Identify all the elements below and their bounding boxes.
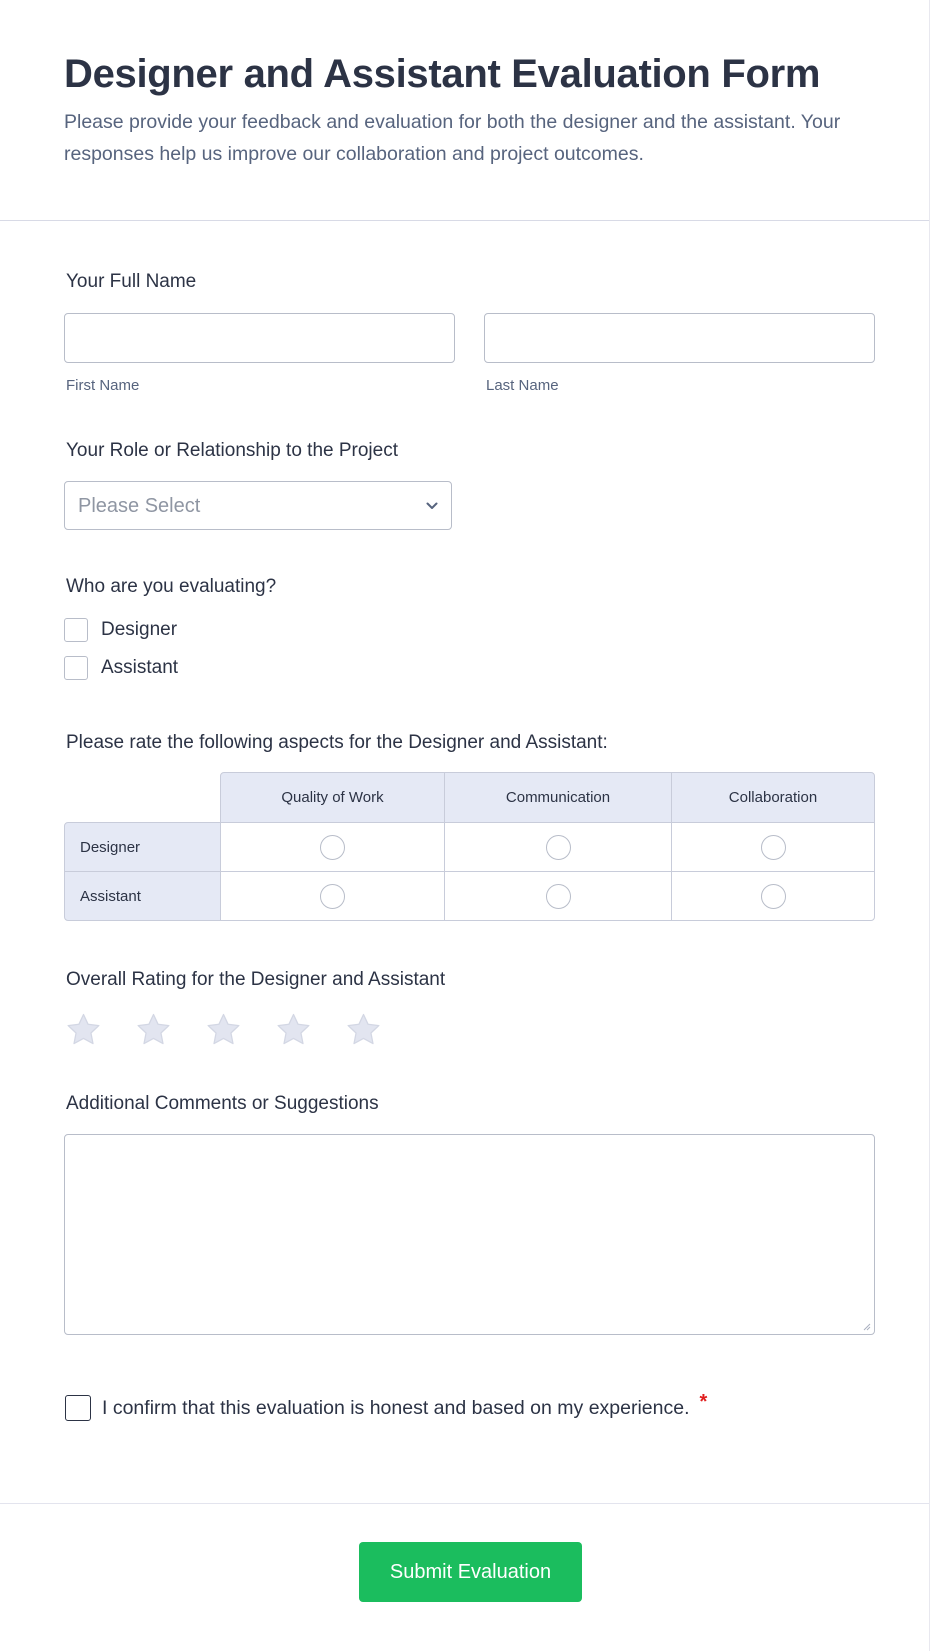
comments-label: Additional Comments or Suggestions <box>66 1093 379 1114</box>
matrix-cell <box>444 871 672 921</box>
star-icon-5[interactable] <box>344 1011 383 1049</box>
first-name-sublabel: First Name <box>66 377 140 394</box>
first-name-input[interactable] <box>64 313 455 363</box>
required-marker: * <box>699 1390 708 1413</box>
page-title: Designer and Assistant Evaluation Form <box>64 52 821 96</box>
matrix-col-collaboration: Collaboration <box>671 772 875 823</box>
page-subtitle: Please provide your feedback and evaluation for both the designer and the assistant. Your responses help us improve our collaboration and project outcomes. <box>64 111 841 165</box>
matrix-cell <box>671 871 875 921</box>
rating-matrix <box>64 772 875 923</box>
comments-textarea[interactable] <box>64 1134 875 1335</box>
footer-divider <box>0 1503 929 1504</box>
chevron-down-icon <box>425 499 439 513</box>
radio-assistant-communication[interactable] <box>546 884 571 909</box>
radio-assistant-quality[interactable] <box>320 884 345 909</box>
designer-checkbox-label: Designer <box>101 619 178 640</box>
role-select-value: Please Select <box>78 495 201 517</box>
star-rating <box>64 1011 383 1049</box>
evaluating-label: Who are you evaluating? <box>66 576 277 597</box>
matrix-cell <box>220 871 445 921</box>
matrix-row-designer: Designer <box>64 822 221 872</box>
matrix-col-communication: Communication <box>444 772 672 823</box>
star-icon-4[interactable] <box>274 1011 313 1049</box>
last-name-sublabel: Last Name <box>486 377 559 394</box>
matrix-row-assistant: Assistant <box>64 871 221 921</box>
star-icon-3[interactable] <box>204 1011 243 1049</box>
matrix-col-quality: Quality of Work <box>220 772 445 823</box>
designer-checkbox[interactable] <box>64 618 88 642</box>
resize-handle-icon[interactable] <box>861 1321 871 1331</box>
evaluating-option-designer[interactable] <box>64 618 177 642</box>
submit-button[interactable]: Submit Evaluation <box>359 1542 582 1602</box>
matrix-cell <box>220 822 445 872</box>
radio-designer-quality[interactable] <box>320 835 345 860</box>
assistant-checkbox-label: Assistant <box>101 657 179 678</box>
overall-rating-label: Overall Rating for the Designer and Assistant <box>66 969 446 990</box>
matrix-cell <box>444 822 672 872</box>
radio-assistant-collaboration[interactable] <box>761 884 786 909</box>
assistant-checkbox[interactable] <box>64 656 88 680</box>
star-icon-1[interactable] <box>64 1011 103 1049</box>
matrix-label: Please rate the following aspects for the Designer and Assistant: <box>66 732 608 753</box>
radio-designer-collaboration[interactable] <box>761 835 786 860</box>
radio-designer-communication[interactable] <box>546 835 571 860</box>
last-name-input[interactable] <box>484 313 875 363</box>
role-label: Your Role or Relationship to the Project <box>66 440 398 461</box>
confirm-label: I confirm that this evaluation is honest and based on my experience. <box>102 1396 690 1419</box>
confirm-row[interactable] <box>65 1390 708 1421</box>
role-select[interactable] <box>64 481 452 530</box>
full-name-label: Your Full Name <box>66 271 197 292</box>
evaluating-option-assistant[interactable] <box>64 656 178 680</box>
form-header <box>0 0 929 221</box>
star-icon-2[interactable] <box>134 1011 173 1049</box>
confirm-checkbox[interactable] <box>65 1395 91 1421</box>
matrix-cell <box>671 822 875 872</box>
